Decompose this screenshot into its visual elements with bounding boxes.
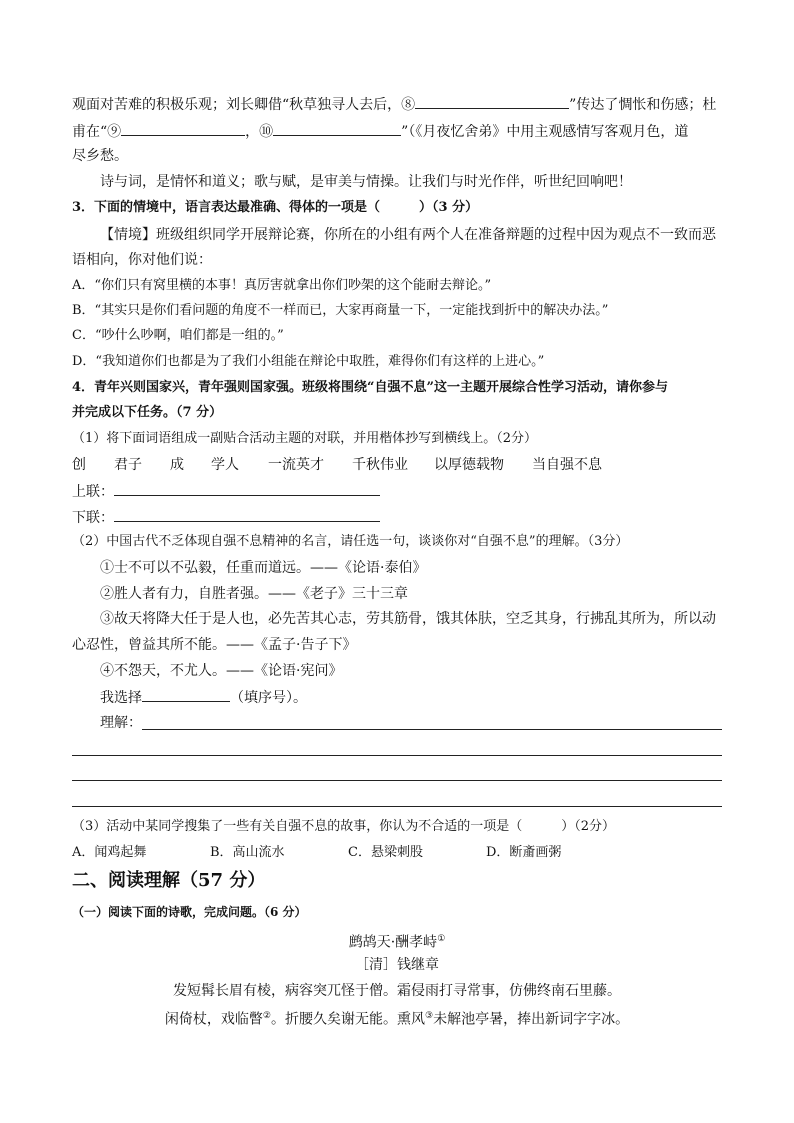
quote-1: ①士不可以不弘毅，任重而道远。——《论语·泰伯》 bbox=[100, 560, 427, 576]
section-title: 二、阅读理解（57 分） bbox=[72, 870, 266, 891]
q3-option-d: D．“我知道你们也都是为了我们小组能在辩论中取胜，难得你们有这样的上进心。” bbox=[72, 354, 545, 369]
para1-line2-text-b: ，⑩ bbox=[245, 124, 274, 140]
q3-context-line2: 语相向，你对他们说： bbox=[72, 252, 212, 268]
lower-couplet-input[interactable] bbox=[114, 507, 380, 522]
word-item: 君子 bbox=[114, 457, 142, 473]
quote-4: ④不怨天，不尤人。——《论语·宪问》 bbox=[100, 663, 343, 679]
word-item: 千秋伟业 bbox=[352, 457, 408, 473]
para1-line1-text-a: 观面对苦难的积极乐观；刘长卿借“秋草独寻人去后，⑧ bbox=[72, 97, 416, 113]
choice-input[interactable] bbox=[142, 687, 230, 702]
choice-label: 我选择 bbox=[100, 690, 142, 706]
poem-line-2-a: 闲倚杖，戏临瞥 bbox=[164, 1011, 263, 1028]
poem-title bbox=[0, 929, 794, 953]
footnote-marker: ③ bbox=[425, 1011, 434, 1021]
answer-line[interactable] bbox=[72, 806, 722, 807]
option-c: C．悬梁刺股 bbox=[348, 845, 423, 860]
understand-label: 理解： bbox=[100, 715, 142, 731]
lower-couplet-row bbox=[72, 507, 380, 528]
word-item: 以厚德载物 bbox=[434, 457, 504, 473]
q4-part3: （3）活动中某同学搜集了一些有关自强不息的故事，你认为不合适的一项是（ ）（2分） bbox=[72, 819, 616, 834]
blank-8[interactable] bbox=[415, 94, 569, 109]
para1-line3: 尽乡愁。 bbox=[72, 148, 128, 164]
para1-line4: 诗与词，是情怀和道义；歌与赋，是审美与情操。让我们与时光作伴，听世纪回响吧！ bbox=[100, 174, 632, 190]
q3-option-a: A．“你们只有窝里横的本事！真厉害就拿出你们吵架的这个能耐去辩论。” bbox=[72, 278, 492, 293]
footnote-marker: ① bbox=[437, 934, 446, 944]
quote-3-line2: 心忍性，曾益其所不能。——《孟子·告子下》 bbox=[72, 637, 357, 653]
q3-context-line1: 【情境】班级组织同学开展辩论赛，你所在的小组有两个人在准备辩题的过程中因为观点不一致而恶 bbox=[100, 227, 716, 243]
poem-line-2-c: 未解池亭暑，捧出新词字字冰。 bbox=[433, 1011, 630, 1028]
answer-line[interactable] bbox=[142, 729, 722, 730]
blank-10[interactable] bbox=[273, 121, 401, 136]
para1-line2-text-c: ”（《月夜忆舍弟》中用主观感情写客观月色，道 bbox=[401, 124, 689, 140]
word-item: 成 bbox=[170, 457, 184, 473]
choice-hint: （填序号）。 bbox=[230, 690, 307, 706]
footnote-marker: ② bbox=[262, 1011, 271, 1021]
answer-line[interactable] bbox=[72, 755, 722, 756]
q4-stem-line1: 4．青年兴则国家兴，青年强则国家强。班级将围绕“自强不息”这一主题开展综合性学习活动，请你参与 bbox=[72, 380, 669, 395]
upper-couplet-row bbox=[72, 481, 380, 502]
q4-part2: （2）中国古代不乏体现自强不息精神的名言，请任选一句，谈谈你对“自强不息”的理解。（3分） bbox=[72, 534, 629, 549]
word-item: 一流英才 bbox=[268, 457, 324, 473]
option-a: A．闻鸡起舞 bbox=[72, 845, 147, 860]
upper-couplet-input[interactable] bbox=[114, 481, 380, 496]
choice-row bbox=[100, 687, 307, 708]
para1-line2-text-a: 甫在“⑨ bbox=[72, 124, 122, 140]
quote-3-line1: ③故天将降大任于是人也，必先苦其心志，劳其筋骨，饿其体肤，空乏其身，行拂乱其所为，所以动 bbox=[100, 611, 716, 627]
word-item: 当自强不息 bbox=[532, 457, 602, 473]
poem-title-text: 鹧鸪天·酬孝峙 bbox=[348, 934, 438, 951]
poem-line-2-b: 。折腰久矣谢无能。熏风 bbox=[271, 1011, 425, 1028]
q3-option-c: C．“吵什么吵啊，咱们都是一组的。” bbox=[72, 328, 284, 343]
q4-part1: （1）将下面词语组成一副贴合活动主题的对联，并用楷体抄写到横线上。（2分） bbox=[72, 431, 538, 446]
lower-couplet-label: 下联： bbox=[72, 510, 114, 526]
q3-option-b: B．“其实只是你们看问题的角度不一样而已，大家再商量一下，一定能找到折中的解决办法。” bbox=[72, 303, 609, 318]
para1-line1-text-b: ”传达了惆怅和伤感；杜 bbox=[569, 97, 717, 113]
option-b: B．高山流水 bbox=[210, 845, 285, 860]
q4-stem-line2: 并完成以下任务。（7 分） bbox=[72, 405, 223, 420]
word-item: 学人 bbox=[211, 457, 239, 473]
word-item: 创 bbox=[72, 457, 86, 473]
option-d: D．断齑画粥 bbox=[486, 845, 562, 860]
upper-couplet-label: 上联： bbox=[72, 484, 114, 500]
poem-line-1: 发短髯长眉有棱，病容突兀怪于僧。霜侵雨打寻常事，仿佛终南石里藤。 bbox=[173, 983, 621, 999]
para1-line2 bbox=[72, 121, 688, 142]
para1-line1 bbox=[72, 94, 716, 115]
q3-stem: 3．下面的情境中，语言表达最准确、得体的一项是（ ）（3 分） bbox=[72, 200, 479, 215]
answer-line[interactable] bbox=[72, 780, 722, 781]
poem-line-2 bbox=[0, 1006, 794, 1030]
quote-2: ②胜人者有力，自胜者强。——《老子》三十三章 bbox=[100, 586, 408, 602]
section-subtitle: （一）阅读下面的诗歌，完成问题。（6 分） bbox=[72, 905, 307, 919]
blank-9[interactable] bbox=[121, 121, 245, 136]
poem-author: ［清］钱继章 bbox=[355, 957, 439, 973]
